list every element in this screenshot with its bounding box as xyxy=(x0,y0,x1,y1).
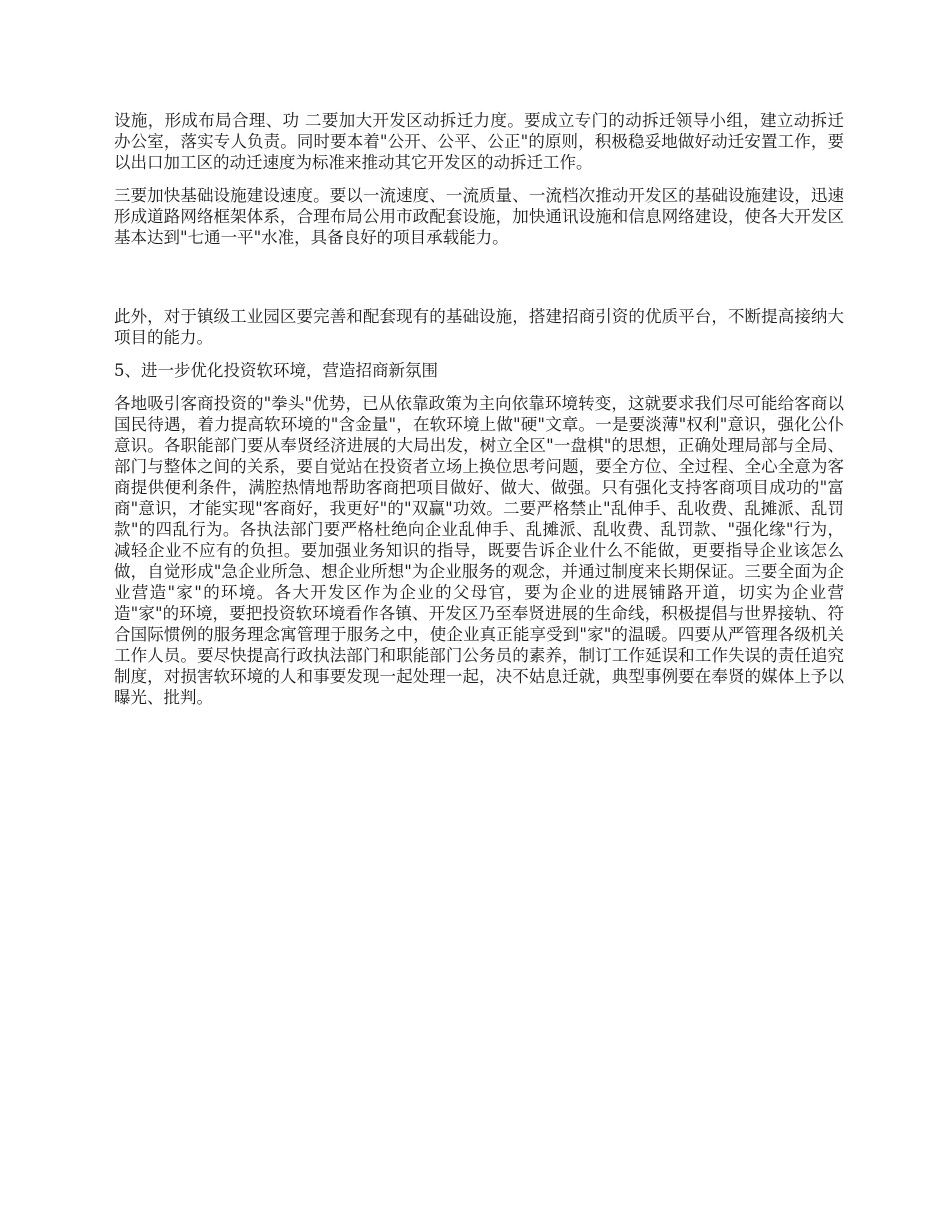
section-heading-soft-environment: 5、进一步优化投资软环境，营造招商新氛围 xyxy=(114,361,438,380)
paragraph-development-zone-relocation: 设施，形成布局合理、功 二要加大开发区动拆迁力度。要成立专门的动拆迁领导小组，建立动拆迁办公室，落实专人负责。同时要本着"公开、公平、公正"的原则，积极稳妥地做好动迁安置工作，要以出口加工区的动迁速度为标准来推动其它开发区的动拆迁工作。 xyxy=(114,111,844,172)
paragraph-soft-environment-details: 各地吸引客商投资的"拳头"优势，已从依靠政策为主向依靠环境转变，这就要求我们尽可能给客商以国民待遇，着力提高软环境的"含金量"，在软环境上做"硬"文章。一是要淡薄"权利"意识，强化公仆意识。各职能部门要从奉贤经济进展的大局出发，树立全区"一盘棋"的思想，正确处理局部与全局、部门与整体之间的关系，要自觉站在投资者立场上换位思考问题，要全方位、全过程、全心全意为客商提供便利条件，满腔热情地帮助客商把项目做好、做大、做强。只有强化支持客商项目成功的"富商"意识，才能实现"客商好，我更好"的"双赢"功效。二要严格禁止"乱伸手、乱收费、乱摊派、乱罚款"的四乱行为。各执法部门要严格杜绝向企业乱伸手、乱摊派、乱收费、乱罚款、"强化缘"行为，减轻企业不应有的负担。要加强业务知识的指导，既要告诉企业什么不能做，更要指导企业该怎么做，自觉形成"急企业所急、想企业所想"为企业服务的观念，并通过制度来长期保证。三要全面为企业营造"家"的环境。各大开发区作为企业的父母官，要为企业的进展铺路开道，切实为企业营造"家"的环境，要把投资软环境看作各镇、开发区乃至奉贤进展的生命线，积极提倡与世界接轨、符合国际惯例的服务理念寓管理于服务之中，使企业真正能享受到"家"的温暖。四要从严管理各级机关工作人员。要尽快提高行政执法部门和职能部门公务员的素养，制订工作延误和工作失误的责任追究制度，对损害软环境的人和事要发现一起处理一起，决不姑息迁就，典型事例要在奉贤的媒体上予以曝光、批判。 xyxy=(114,394,844,707)
document-body xyxy=(114,110,844,720)
paragraph-infrastructure-speed: 三要加快基础设施建设速度。要以一流速度、一流质量、一流档次推动开发区的基础设施建设，迅速形成道路网络框架体系，合理布局公用市政配套设施，加快通讯设施和信息网络建设，使各大开发区基本达到"七通一平"水准，具备良好的项目承载能力。 xyxy=(114,186,844,247)
paragraph-town-industrial-parks: 此外，对于镇级工业园区要完善和配套现有的基础设施，搭建招商引资的优质平台，不断提高接纳大项目的能力。 xyxy=(114,307,844,347)
